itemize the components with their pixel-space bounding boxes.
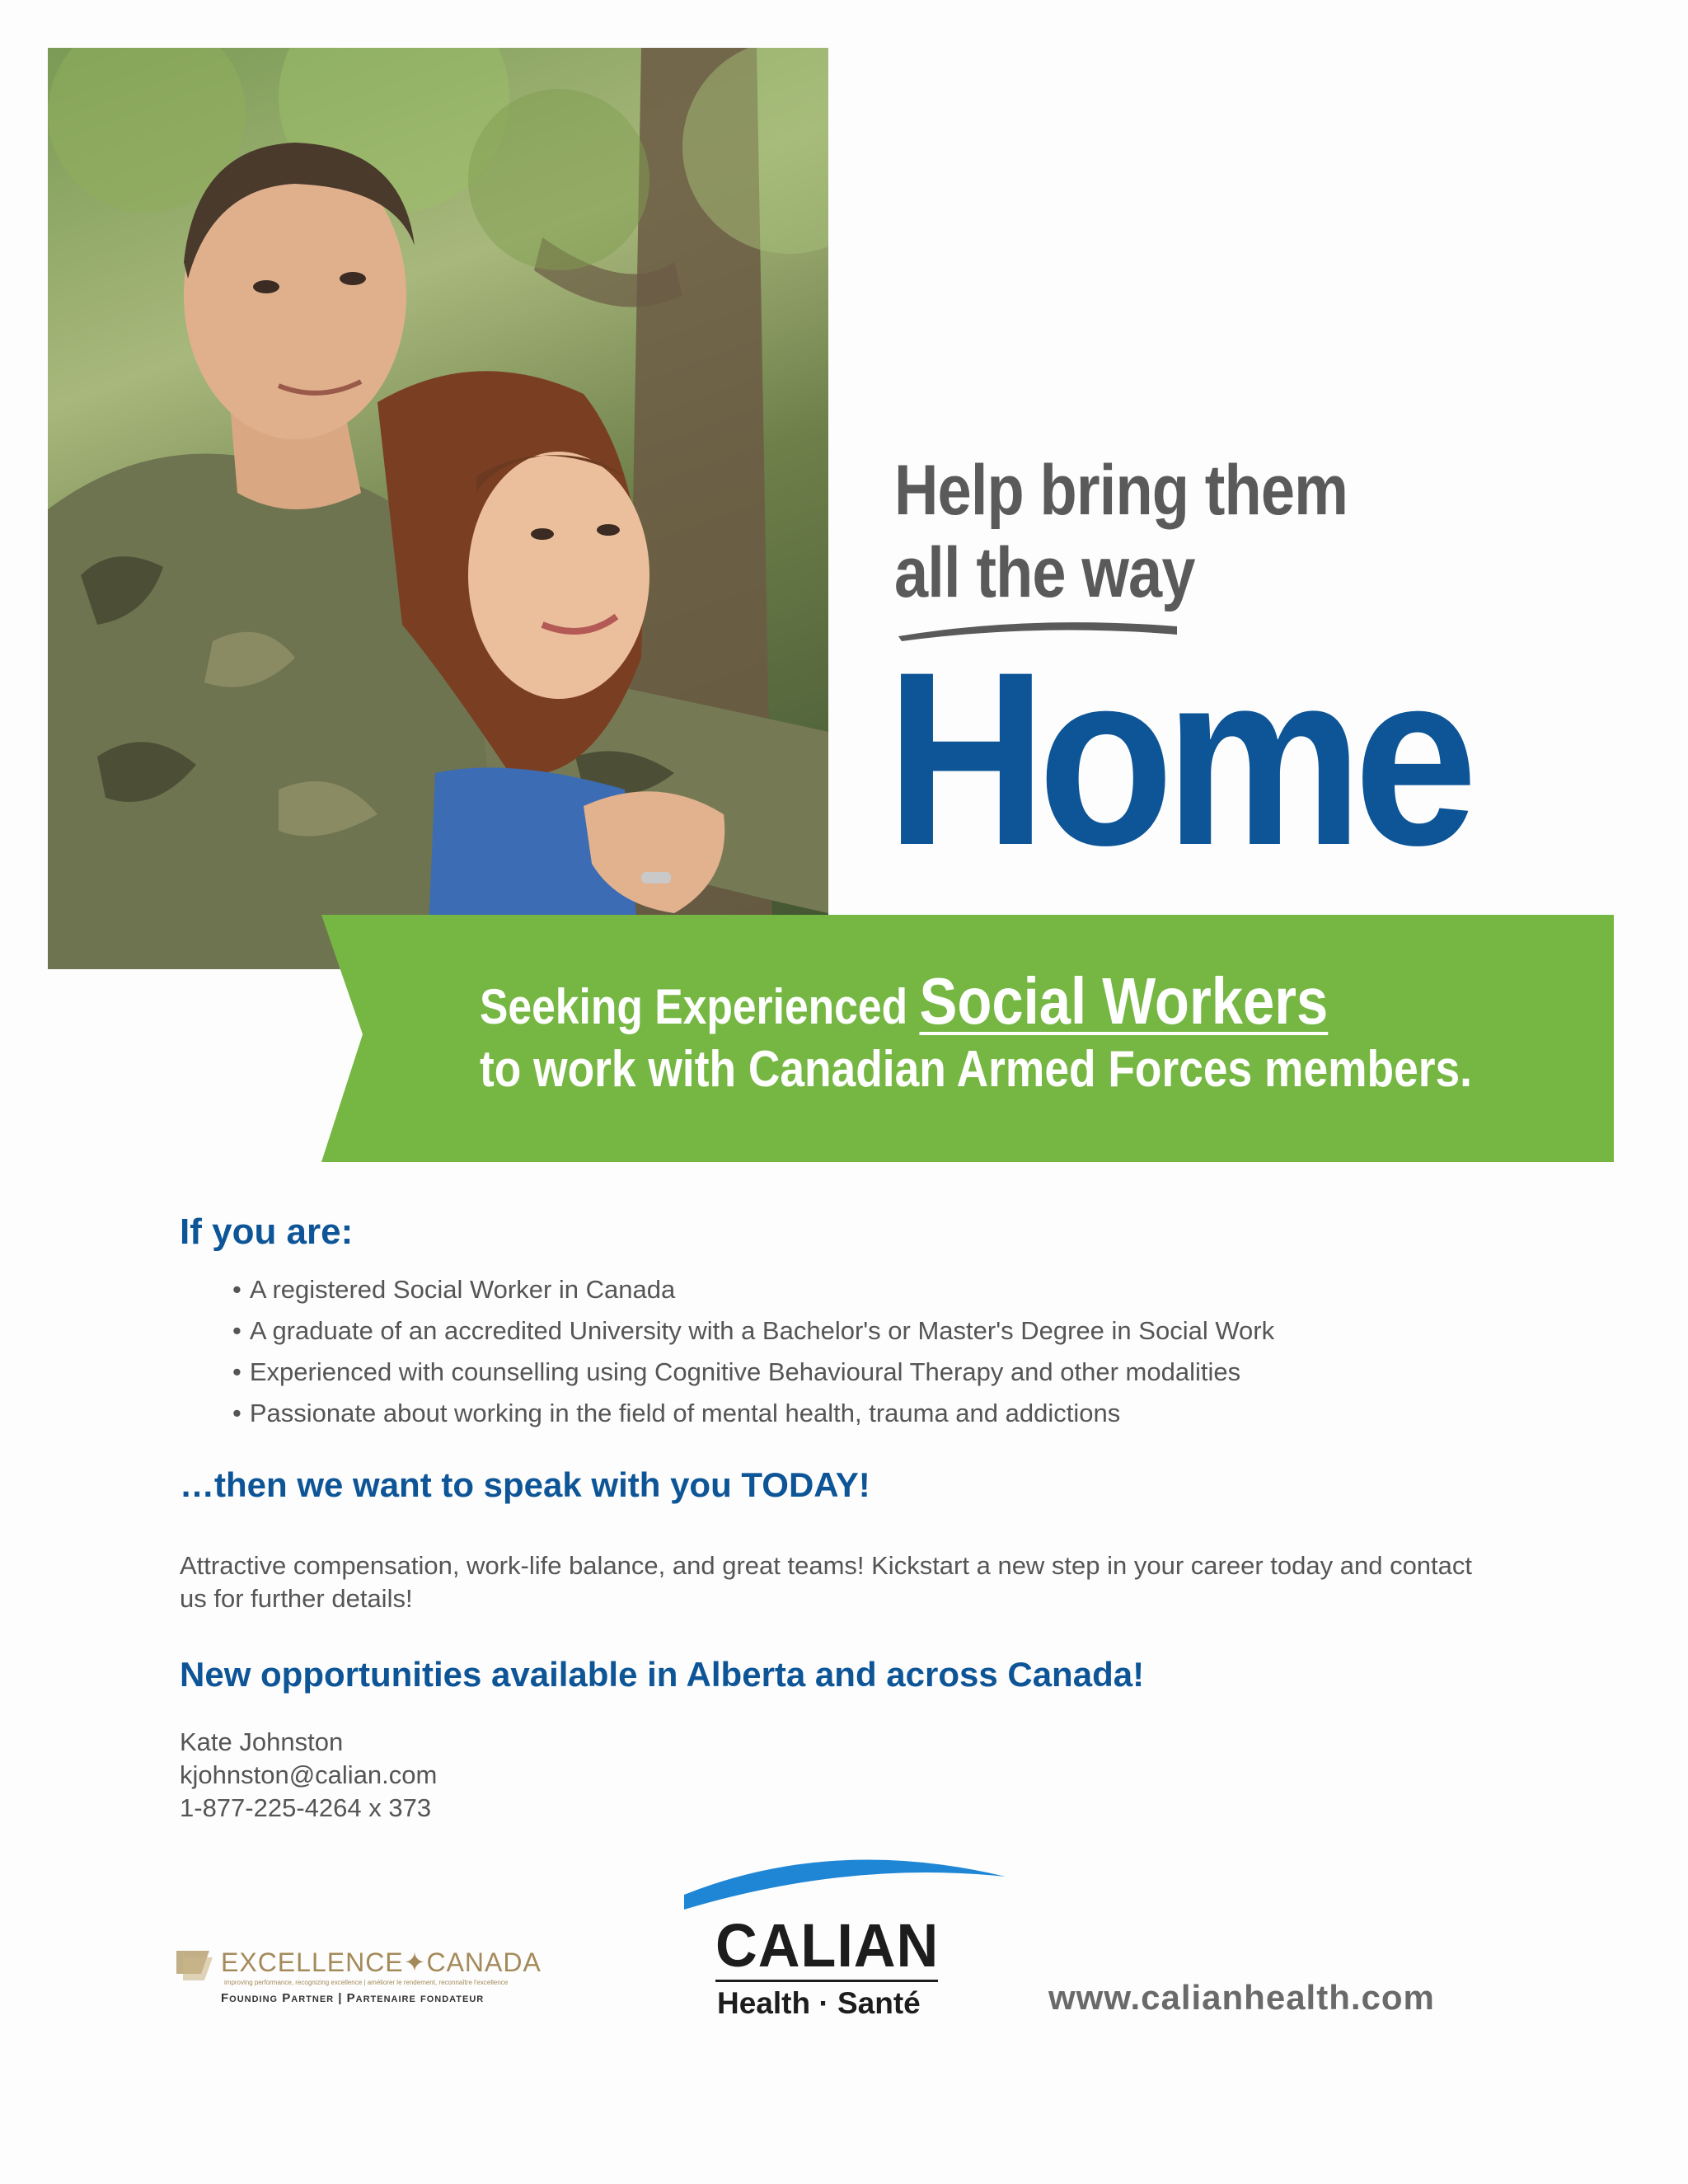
couple-photo [48,48,828,969]
website-link[interactable]: www.calianhealth.com [1048,1978,1435,2017]
contact-phone[interactable]: 1-877-225-4264 x 373 [180,1793,432,1822]
calian-arc-icon [684,1844,1006,1910]
cta-heading: …then we want to speak with you TODAY! [180,1465,870,1504]
banner-text [480,964,1472,1099]
headline-line-1: Help bring them [894,451,1348,530]
requirements-heading: If you are: [180,1212,354,1252]
opportunities-heading: New opportunities available in Alberta and across Canada! [180,1655,1145,1694]
excellence-canada-partner: Founding Partner | Partenaire fondateur [221,1991,485,2005]
calian-logo-name: CALIAN [715,1911,940,1980]
banner-emphasis: Social Workers [919,964,1329,1038]
home-headline: Home [886,620,1469,897]
headline [894,449,1532,614]
contact-block [180,1726,437,1825]
requirements-list [232,1269,1274,1434]
contact-email[interactable]: kjohnston@calian.com [180,1760,438,1789]
cta-paragraph: Attractive compensation, work-life balance, and great teams! Kickstart a new step in your career today and contact us for further details! [180,1551,1473,1613]
banner-prefix: Seeking Experienced [480,979,920,1034]
calian-logo-rule [715,1980,938,1982]
excellence-canada-name: EXCELLENCE✦CANADA [221,1947,542,1977]
banner-line-1 [480,964,1444,1040]
headline-line-2: all the way [894,533,1195,612]
contact-name: Kate Johnston [180,1727,344,1756]
excellence-canada-tagline: improving performance, recognizing excellence | améliorer le rendement, reconnaître l'excellence [224,1979,509,1986]
list-item: • Experienced with counselling using Cognitive Behavioural Therapy and other modalities [232,1352,1274,1393]
calian-logo-sub: Health · Santé [717,1986,921,2020]
list-item: • A registered Social Worker in Canada [232,1269,1274,1310]
banner-line-2: to work with Canadian Armed Forces members. [480,1041,1472,1098]
list-item: • A graduate of an accredited University with a Bachelor's or Master's Degree in Social Work [232,1310,1274,1352]
list-item: • Passionate about working in the field of mental health, trauma and addictions [232,1393,1274,1434]
couple-photo-illustration [48,48,828,969]
